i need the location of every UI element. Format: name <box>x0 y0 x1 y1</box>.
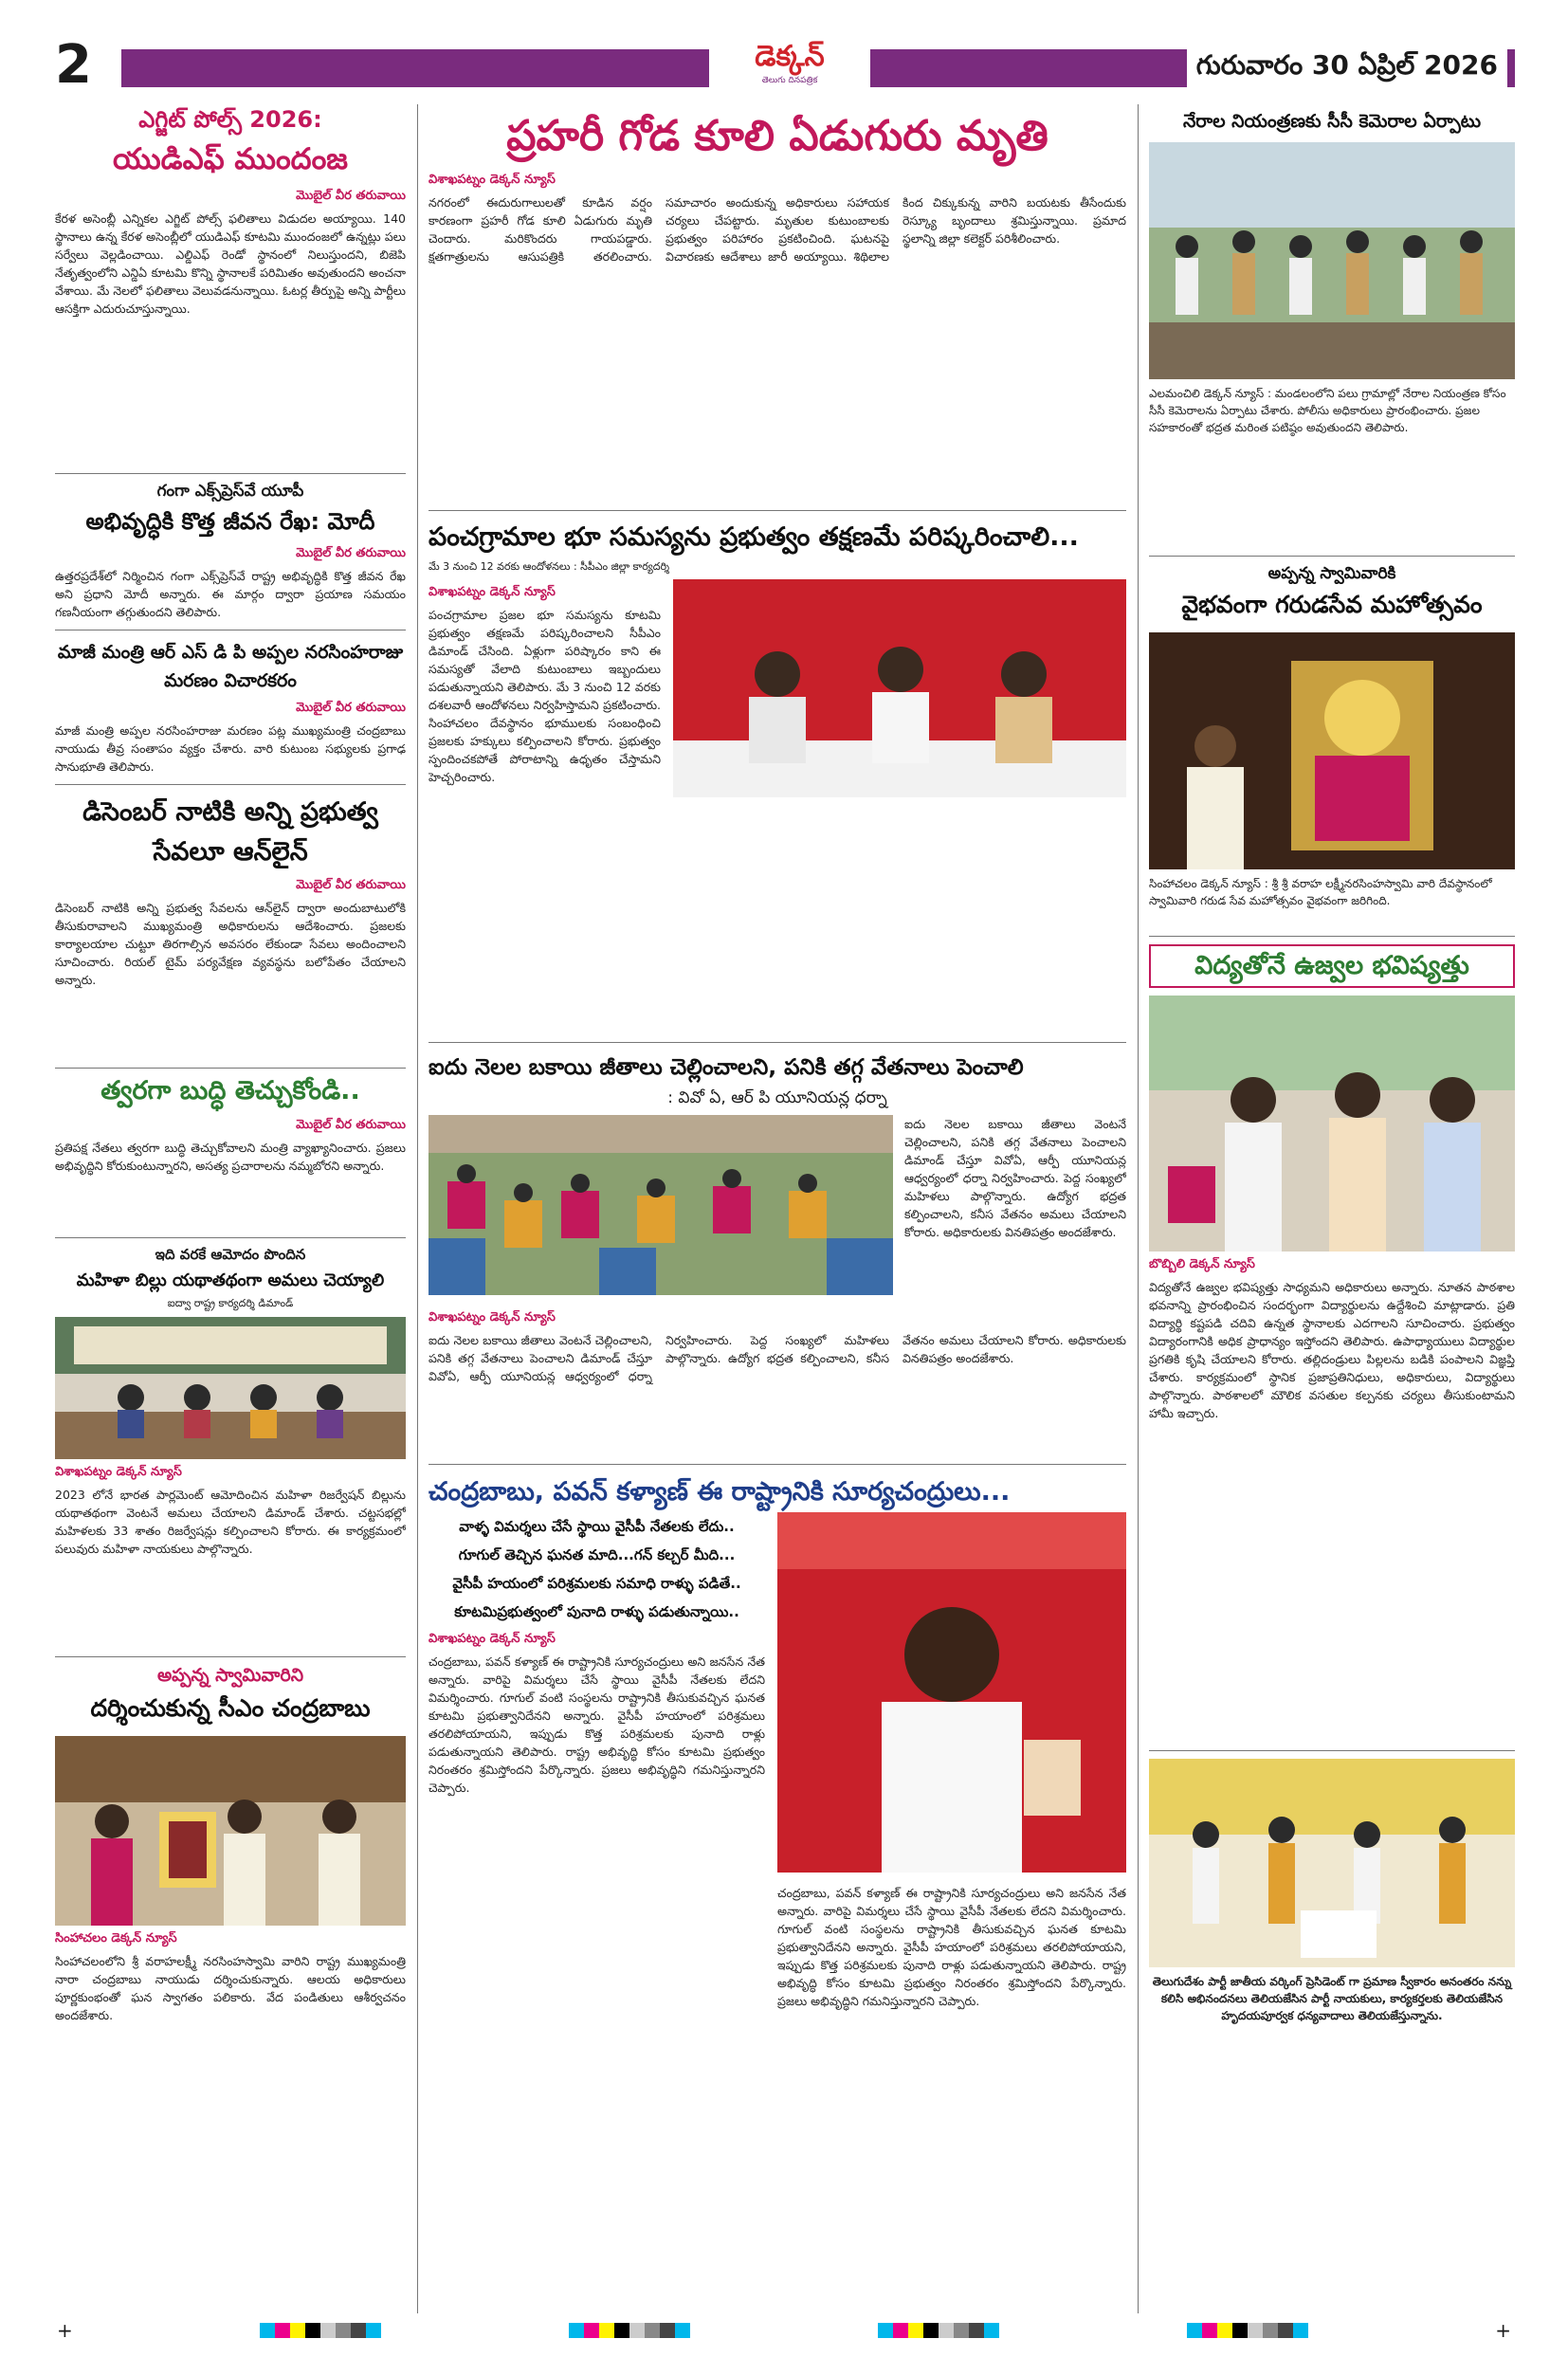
cctv-caption: ఎలమంచిలి డెక్కన్ న్యూస్ : మండలంలోని పలు గ్రామాల్లో నేరాల నియంత్రణ కోసం సీసీ కెమెరాలను ఏర్పాటు చేశారు. పోలీసు అధికారులు ప్రారంభించారు. ప్రజల సహకారంతో భద్రత మరింత పటిష్ఠం అవుతుందని తెలిపారు. <box>1149 387 1506 434</box>
logo-text: డెక్కన్ <box>755 40 825 73</box>
lead-title: ప్రహరీ గోడ కూలి ఏడుగురు మృతి <box>506 112 1048 160</box>
women-bill-byline: విశాఖపట్నం డెక్కన్ న్యూస్ <box>55 1465 182 1479</box>
separator <box>428 1042 1126 1043</box>
garuda-caption: సింహాచలం డెక్కన్ న్యూస్ : శ్రీ శ్రీ వరాహ లక్ష్మీనరసింహస్వామి వారి దేవస్థానంలో స్వామివారి గరుడ సేవ మహోత్సవం వైభవంగా జరిగింది. <box>1149 877 1492 907</box>
garuda-photo <box>1149 632 1515 869</box>
women-bill-title: మహిళా బిల్లు యథాతథంగా అమలు చెయ్యాలి <box>76 1270 385 1290</box>
quickly-title: త్వరగా బుద్ధి తెచ్చుకోండి.. <box>100 1076 360 1105</box>
vra-byline: విశాఖపట్నం డెక్కన్ న్యూస్ <box>428 1310 556 1325</box>
lead-body: నగరంలో ఈదురుగాలులతో కూడిన వర్షం కారణంగా ప్రహరీ గోడ కూలి ఏడుగురు మృతి చెందారు. మరికొందరు గాయపడ్డారు. క్షతగాత్రులను ఆసుపత్రికి తరలించారు. సమాచారం అందుకున్న అధికారులు సహాయక చర్యలు చేపట్టారు. మృతుల కుటుంబాలకు ప్రభుత్వం పరిహారం ప్రకటించింది. ఘటనపై విచారణకు ఆదేశాలు జారీ అయ్యాయి. శిథిలాల కింద చిక్కుకున్న వారిని బయటకు తీసేందుకు రెస్క్యూ బృందాలు శ్రమిస్తున్నాయి. ప్రమాద స్థలాన్ని జిల్లా కలెక్టర్ పరిశీలించారు. <box>428 195 1126 264</box>
sun-moon-article <box>428 1472 1126 2129</box>
color-calibration-bar <box>878 2323 999 2338</box>
color-calibration-bar <box>260 2323 381 2338</box>
december-title: డిసెంబర్ నాటికి అన్ని ప్రభుత్వ సేవలూ ఆన్‌లైన్ <box>82 797 378 867</box>
right-column <box>1149 106 1515 2311</box>
december-byline: మొబైల్ వీర తరువాయి <box>296 878 406 892</box>
newspaper-logo <box>709 38 870 93</box>
ganga-body: ఉత్తరప్రదేశ్‌లో నిర్మించిన గంగా ఎక్స్‌ప్రెస్‌వే రాష్ట్ర అభివృద్ధికి కొత్త జీవన రేఖ అని ప్రధాని మోదీ అన్నారు. ఈ మార్గం ద్వారా ప్రయాణ సమయం గణనీయంగా తగ్గుతుందని తెలిపారు. <box>55 569 406 619</box>
women-bill-photo <box>55 1317 406 1459</box>
article-women-bill <box>55 1246 406 1649</box>
separator <box>55 473 406 474</box>
separator <box>55 1237 406 1238</box>
cpm-sub: మే 3 నుంచి 12 వరకు ఆందోళనలు : సీపీఎం జిల్లా కార్యదర్శి <box>428 560 669 573</box>
appanna-body: సింహాచలంలోని శ్రీ వరాహలక్ష్మీ నరసింహస్వామి వారిని రాష్ట్ర ముఖ్యమంత్రి నారా చంద్రబాబు నాయుడు దర్శించుకున్నారు. ఆలయ అధికారులు పూర్ణకుంభంతో ఘన స్వాగతం పలికారు. వేద పండితులు ఆశీర్వచనం అందజేశారు. <box>55 1954 406 2022</box>
separator <box>55 1068 406 1069</box>
education-body: విద్యతోనే ఉజ్వల భవిష్యత్తు సాధ్యమని అధికారులు అన్నారు. నూతన పాఠశాల భవనాన్ని ప్రారంభించిన సందర్భంగా విద్యార్థులను ఉద్దేశించి మాట్లాడారు. ప్రతి విద్యార్థి కష్టపడి చదివి ఉన్నత స్థానాలకు ఎదగాలని సూచించారు. ప్రభుత్వం విద్యారంగానికి అధిక ప్రాధాన్యం ఇస్తోందని తెలిపారు. ఉపాధ్యాయులు విద్యార్థుల ప్రగతికి కృషి చేయాలని కోరారు. తల్లిదండ్రులు పిల్లలను బడికి పంపాలని విజ్ఞప్తి చేశారు. కార్యక్రమంలో స్థానిక ప్రజాప్రతినిధులు, అధికారులు, విద్యార్థులు పాల్గొన్నారు. పాఠశాలలో మౌలిక వసతుల కల్పనకు చర్యలు తీసుకుంటామని హామీ ఇచ్చారు. <box>1149 1280 1515 1420</box>
column-rule-2 <box>1138 104 1139 2313</box>
minister-byline: మొబైల్ వీర తరువాయి <box>296 701 406 715</box>
sun-moon-sub2: గూగుల్ తెచ్చిన ఘనత మాది...గన్ కల్చర్ మీది... <box>458 1546 736 1563</box>
separator <box>55 784 406 785</box>
ganga-kicker: గంగా ఎక్స్‌ప్రెస్‌వే యూపీ <box>156 482 304 501</box>
article-exit-poll <box>55 106 406 466</box>
article-quickly <box>55 1076 406 1230</box>
tdp-caption: తెలుగుదేశం పార్టీ జాతీయ వర్కింగ్ ప్రెసిడెంట్ గా ప్రమాణ స్వీకారం అనంతరం నన్ను కలిసి అభినందనలు తెలియజేసిన పార్టీ నాయకులు, కార్యకర్తలకు తెలియజేసిన హృదయపూర్వక ధన్యవాదాలు తెలియజేస్తున్నాను. <box>1152 1975 1512 2022</box>
masthead <box>55 34 1515 96</box>
vra-title: ఐదు నెలల బకాయి జీతాలు చెల్లించాలని, పనికి తగ్గ వేతనాలు పెంచాలి <box>428 1055 1024 1080</box>
vra-article <box>428 1051 1126 1456</box>
sun-moon-sub4: కూటమిప్రభుత్వంలో పునాది రాళ్ళు పడుతున్నాయి.. <box>454 1603 739 1620</box>
article-minister <box>55 638 406 777</box>
tdp-article <box>1149 1759 1515 2049</box>
registration-mark-icon: + <box>1495 2319 1511 2342</box>
cpm-title: పంచగ్రామాల భూ సమస్యను ప్రభుత్వం తక్షణమే పరిష్కరించాలి... <box>428 522 1079 552</box>
vra-body: ఐదు నెలల బకాయి జీతాలు వెంటనే చెల్లించాలని, పనికి తగ్గ వేతనాలు పెంచాలని డిమాండ్ చేస్తూ వివోఏ, ఆర్పీ యూనియన్ల ఆధ్వర్యంలో ధర్నా నిర్వహించారు. పెద్ద సంఖ్యలో మహిళలు పాల్గొన్నారు. ఉద్యోగ భద్రత కల్పించాలని, కనీస వేతనం అమలు చేయాలని కోరారు. అధికారులకు వినతిపత్రం అందజేశారు. <box>428 1333 1126 1383</box>
quickly-byline: మొబైల్ వీర తరువాయి <box>296 1118 406 1132</box>
issue-date: గురువారం 30 ఏప్రిల్ 2026 <box>1187 38 1507 93</box>
garuda-title: వైభవంగా గరుడసేవ మహోత్సవం <box>1181 591 1483 618</box>
appanna-kicker: అప్పన్న స్వామివారిని <box>156 1665 304 1686</box>
center-column <box>428 106 1126 2311</box>
print-registration-strip <box>57 2319 1511 2342</box>
cctv-title: నేరాల నియంత్రణకు సీసీ కెమెరాల ఏర్పాటు <box>1182 111 1482 132</box>
separator <box>428 1464 1126 1465</box>
appanna-photo <box>55 1736 406 1926</box>
left-column <box>55 106 406 2311</box>
garuda-article <box>1149 564 1515 928</box>
exit-poll-byline: మొబైల్ వీర తరువాయి <box>296 189 406 203</box>
vra-sub: : వివో ఏ, ఆర్ పి యూనియన్ల ధర్నా <box>667 1088 887 1107</box>
page-number: 2 <box>55 34 92 96</box>
tdp-photo <box>1149 1759 1515 1967</box>
exit-poll-body: కేరళ అసెంబ్లీ ఎన్నికల ఎగ్జిట్ పోల్స్ ఫలితాలు విడుదల అయ్యాయి. 140 స్థానాలు ఉన్న కేరళ అసెంబ్లీలో యుడిఎఫ్ కూటమి ముందంజలో ఉన్నట్లు పలు సర్వేలు వెల్లడించాయి. ఎల్డిఎఫ్ రెండో స్థానంలో నిలుస్తుందని, బిజెపి నేతృత్వంలోని ఎన్డిఏ కూటమి కొన్ని స్థానాలకే పరిమితం అవుతుందని అంచనా వేశాయి. మే నెలలో ఫలితాలు వెలువడనున్నాయి. ఓటర్ల తీర్పుపై అన్ని పార్టీలు ఆసక్తిగా ఎదురుచూస్తున్నాయి. <box>55 211 406 316</box>
separator <box>1149 936 1515 937</box>
separator <box>428 510 1126 511</box>
column-rule-1 <box>417 104 418 2313</box>
education-article <box>1149 944 1515 1743</box>
logo-subtitle: తెలుగు దినపత్రిక <box>761 76 818 85</box>
sun-moon-sub3: వైసీపీ హయంలో పరిశ్రమలకు సమాధి రాళ్ళు పడితే.. <box>452 1575 741 1592</box>
cctv-article <box>1149 106 1515 548</box>
cctv-photo <box>1149 142 1515 379</box>
separator <box>55 1656 406 1657</box>
sun-moon-photo <box>777 1512 1126 1873</box>
cpm-body-wrap <box>428 579 1126 1034</box>
article-december <box>55 793 406 1060</box>
cpm-photo <box>673 579 1126 797</box>
vra-dharna-photo <box>428 1115 893 1295</box>
ganga-byline: మొబైల్ వీర తరువాయి <box>296 546 406 560</box>
exit-poll-title: యుడిఎఫ్ ముందంజ <box>113 142 348 176</box>
education-photo <box>1149 996 1515 1252</box>
lead-byline: విశాఖపట్నం డెక్కన్ న్యూస్ <box>428 173 556 187</box>
vra-body-wrap <box>428 1115 1126 1456</box>
registration-mark-icon: + <box>57 2319 73 2342</box>
sun-moon-byline: విశాఖపట్నం డెక్కన్ న్యూస్ <box>428 1632 556 1646</box>
cpm-byline: విశాఖపట్నం డెక్కన్ న్యూస్ <box>428 585 556 599</box>
cpm-article <box>428 519 1126 1034</box>
education-byline: బొబ్బిలి డెక్కన్ న్యూస్ <box>1149 1257 1255 1271</box>
minister-title: మాజీ మంత్రి ఆర్ ఎస్ డి పి అప్పల నరసింహరాజు మరణం విచారకరం <box>57 642 404 691</box>
women-bill-body: 2023 లోనే భారత పార్లమెంట్ ఆమోదించిన మహిళా రిజర్వేషన్ బిల్లును యథాతథంగా వెంటనే అమలు చేయాలని డిమాండ్ చేశారు. చట్టసభల్లో మహిళలకు 33 శాతం రిజర్వేషన్లు కల్పించాలని కోరారు. ఈ కార్యక్రమంలో పలువురు మహిళా నాయకులు పాల్గొన్నారు. <box>55 1488 406 1556</box>
women-bill-sub: ఐద్వా రాష్ట్ర కార్యదర్శి డిమాండ్ <box>167 1297 294 1309</box>
lead-article <box>428 106 1126 502</box>
minister-body: మాజీ మంత్రి అప్పల నరసింహరాజు మరణం పట్ల ముఖ్యమంత్రి చంద్రబాబు నాయుడు తీవ్ర సంతాపం వ్యక్తం చేశారు. వారి కుటుంబ సభ్యులకు ప్రగాఢ సానుభూతి తెలిపారు. <box>55 723 406 774</box>
exit-poll-kicker: ఎగ్జిట్ పోల్స్ 2026: <box>138 106 322 133</box>
appanna-title: దర్శించుకున్న సీఎం చంద్రబాబు <box>90 1694 371 1722</box>
appanna-byline: సింహాచలం డెక్కన్ న్యూస్ <box>55 1931 177 1946</box>
vra-body-right: ఐదు నెలల బకాయి జీతాలు వెంటనే చెల్లించాలని, పనికి తగ్గ వేతనాలు పెంచాలని డిమాండ్ చేస్తూ వివోఏ, ఆర్పీ యూనియన్ల ఆధ్వర్యంలో ధర్నా నిర్వహించారు. పెద్ద సంఖ్యలో మహిళలు పాల్గొన్నారు. ఉద్యోగ భద్రత కల్పించాలని, కనీస వేతనం అమలు చేయాలని కోరారు. అధికారులకు వినతిపత్రం అందజేశారు. <box>904 1117 1126 1239</box>
women-bill-kicker: ఇది వరకే ఆమోదం పొందిన <box>155 1246 306 1263</box>
sun-moon-body: చంద్రబాబు, పవన్ కళ్యాణ్ ఈ రాష్ట్రానికి సూర్యచంద్రులు అని జనసేన నేత అన్నారు. వారిపై విమర్శలు చేసే స్థాయి వైసీపీ నేతలకు లేదని విమర్శించారు. గూగుల్ వంటి సంస్థలను రాష్ట్రానికి తీసుకువచ్చిన ఘనత కూటమి ప్రభుత్వానిదేనని అన్నారు. వైసీపీ హయాంలో పరిశ్రమలు తరలిపోయాయని, ఇప్పుడు కొత్త పరిశ్రమలకు పునాది రాళ్లు పడుతున్నాయని తెలిపారు. రాష్ట్ర అభివృద్ధి కోసం కూటమి ప్రభుత్వం నిరంతరం శ్రమిస్తోందని పేర్కొన్నారు. ప్రజలు అభివృద్ధిని గమనిస్తున్నారని చెప్పారు. <box>428 1654 765 1795</box>
sun-moon-wrap <box>428 1512 1126 2129</box>
sun-moon-title: చంద్రబాబు, పవన్ కళ్యాణ్ ఈ రాష్ట్రానికి సూర్యచంద్రులు... <box>428 1477 1011 1507</box>
article-appanna <box>55 1665 406 2047</box>
education-title: విద్యతోనే ఉజ్వల భవిష్యత్తు <box>1149 944 1515 988</box>
cpm-body: పంచగ్రామాల ప్రజల భూ సమస్యను కూటమి ప్రభుత్వం తక్షణమే పరిష్కరించాలని సీపీఎం డిమాండ్ చేసింది. ఏళ్లుగా పరిష్కారం కాని ఈ సమస్యతో వేలాది కుటుంబాలు ఇబ్బందులు పడుతున్నాయని తెలిపారు. మే 3 నుంచి 12 వరకు దశలవారీ ఆందోళనలు నిర్వహిస్తామని ప్రకటించారు. సింహాచలం దేవస్థానం భూములకు సంబంధించి ప్రజలకు హక్కులు కల్పించాలని కోరారు. ప్రభుత్వం స్పందించకపోతే పోరాటాన్ని ఉధృతం చేస్తామని హెచ్చరించారు. <box>428 608 661 784</box>
quickly-body: ప్రతిపక్ష నేతలు త్వరగా బుద్ధి తెచ్చుకోవాలని మంత్రి వ్యాఖ్యానించారు. ప్రజలు అభివృద్ధిని కోరుకుంటున్నారని, అసత్య ప్రచారాలను నమ్మబోరని అన్నారు. <box>55 1141 406 1173</box>
ganga-title: అభివృద్ధికి కొత్త జీవన రేఖ: మోదీ <box>85 508 375 535</box>
separator <box>1149 1750 1515 1751</box>
color-calibration-bar <box>1187 2323 1308 2338</box>
color-calibration-bar <box>569 2323 690 2338</box>
sun-moon-body-right: చంద్రబాబు, పవన్ కళ్యాణ్ ఈ రాష్ట్రానికి సూర్యచంద్రులు అని జనసేన నేత అన్నారు. వారిపై విమర్శలు చేసే స్థాయి వైసీపీ నేతలకు లేదని విమర్శించారు. గూగుల్ వంటి సంస్థలను రాష్ట్రానికి తీసుకువచ్చిన ఘనత కూటమి ప్రభుత్వానిదేనని అన్నారు. వైసీపీ హయాంలో పరిశ్రమలు తరలిపోయాయని, ఇప్పుడు కొత్త పరిశ్రమలకు పునాది రాళ్లు పడుతున్నాయని తెలిపారు. రాష్ట్ర అభివృద్ధి కోసం కూటమి ప్రభుత్వం నిరంతరం శ్రమిస్తోందని పేర్కొన్నారు. ప్రజలు అభివృద్ధిని గమనిస్తున్నారని చెప్పారు. <box>777 1886 1126 2008</box>
sun-moon-sub1: వాళ్ళ విమర్శలు చేసే స్థాయి వైసీపీ నేతలకు లేదు.. <box>459 1518 735 1535</box>
garuda-kicker: అప్పన్న స్వామివారికి <box>1267 564 1396 583</box>
december-body: డిసెంబర్ నాటికి అన్ని ప్రభుత్వ సేవలను ఆన్‌లైన్ ద్వారా అందుబాటులోకి తీసుకురావాలని ముఖ్యమంత్రి అధికారులను ఆదేశించారు. ప్రజలకు కార్యాలయాల చుట్టూ తిరగాల్సిన అవసరం లేకుండా సేవలు అందించాలని సూచించారు. రియల్ టైమ్ పర్యవేక్షణ వ్యవస్థను బలోపేతం చేయాలని అన్నారు. <box>55 901 406 987</box>
article-ganga <box>55 482 406 622</box>
separator <box>1149 556 1515 557</box>
